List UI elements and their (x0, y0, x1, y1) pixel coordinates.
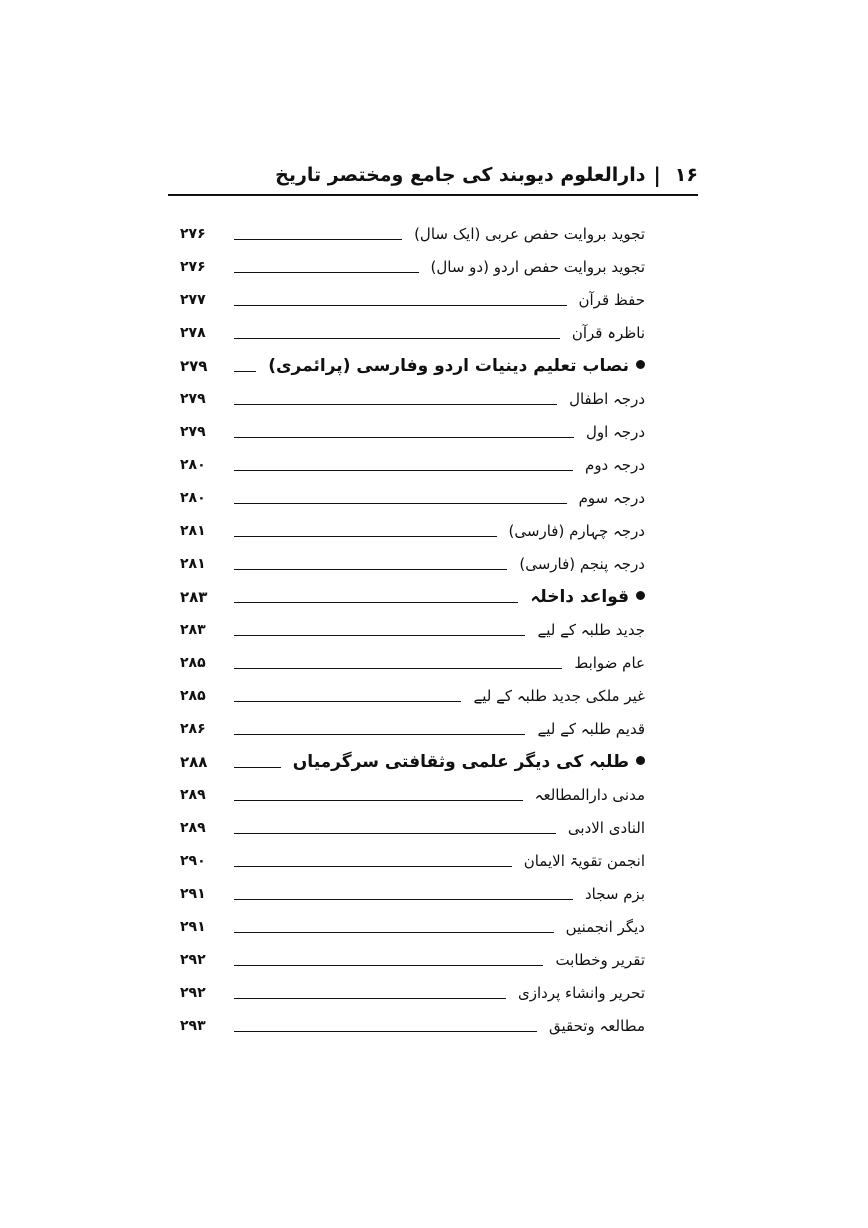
toc-entry-row (180, 641, 645, 674)
toc-entry-title: تقریر وخطابت (555, 951, 645, 969)
toc-entry-row (180, 674, 645, 707)
toc-page-number: ۲۸۹ (180, 820, 206, 836)
toc-page-number: ۲۹۱ (180, 886, 206, 902)
leader-line (234, 799, 523, 801)
toc-entry-title: قدیم طلبہ کے لیے (537, 720, 645, 738)
toc-entry-title: درجہ دوم (585, 456, 645, 474)
toc-section-row (180, 575, 645, 608)
toc-page-number: ۲۸۵ (180, 655, 206, 671)
toc-entry-title: غیر ملکی جدید طلبہ کے لیے (473, 687, 645, 705)
toc-entry-row (180, 905, 645, 938)
toc-entry-row (180, 245, 645, 278)
leader-line (234, 304, 567, 306)
toc-page-number: ۲۸۰ (180, 457, 206, 473)
toc-entry-row (180, 542, 645, 575)
running-header (168, 158, 698, 192)
table-of-contents (180, 212, 645, 1037)
toc-page-number: ۲۸۶ (180, 721, 206, 737)
toc-entry-title: عام ضوابط (574, 654, 645, 672)
toc-entry-row (180, 476, 645, 509)
toc-page-number: ۲۷۷ (180, 292, 206, 308)
toc-entry-row (180, 806, 645, 839)
toc-entry-row (180, 938, 645, 971)
leader-line (234, 700, 461, 702)
toc-entry-title: درجہ چہارم (فارسی) (508, 522, 645, 540)
toc-page-number: ۲۸۵ (180, 688, 206, 704)
header-separator: | (653, 163, 661, 187)
toc-entry-row (180, 410, 645, 443)
toc-page-number: ۲۸۳ (180, 622, 206, 638)
toc-entry-row (180, 971, 645, 1004)
leader-line (234, 601, 518, 603)
toc-page-number: ۲۷۸ (180, 325, 206, 341)
toc-page-number: ۲۸۰ (180, 490, 206, 506)
toc-entry-title: درجہ پنجم (فارسی) (519, 555, 645, 573)
toc-entry-title: درجہ اول (585, 423, 645, 441)
toc-entry-row (180, 1004, 645, 1037)
leader-line (234, 898, 573, 900)
leader-line (234, 238, 402, 240)
bullet-icon (636, 591, 645, 600)
toc-entry-row (180, 707, 645, 740)
leader-line (234, 436, 574, 438)
header-rule (168, 194, 698, 196)
leader-line (234, 865, 512, 867)
toc-entry-row (180, 509, 645, 542)
toc-entry-title: تحریر وانشاء پردازی (518, 984, 645, 1002)
toc-entry-row (180, 311, 645, 344)
toc-page-number: ۲۸۳ (180, 588, 208, 606)
toc-entry-title: قواعد داخلہ (530, 587, 629, 607)
toc-entry-title: نصاب تعلیم دینیات اردو وفارسی (پرائمری) (268, 356, 629, 376)
toc-entry-row (180, 773, 645, 806)
leader-line (234, 403, 557, 405)
toc-entry-row (180, 839, 645, 872)
leader-line (234, 469, 573, 471)
leader-line (234, 667, 562, 669)
toc-page-number: ۲۸۱ (180, 556, 206, 572)
toc-entry-title: طلبہ کی دیگر علمی وثقافتی سرگرمیاں (292, 752, 629, 772)
bullet-icon (636, 756, 645, 765)
toc-page-number: ۲۸۱ (180, 523, 206, 539)
toc-page-number: ۲۷۶ (180, 259, 206, 275)
toc-entry-row (180, 278, 645, 311)
toc-page-number: ۲۸۸ (180, 753, 208, 771)
toc-entry-title: حفظ قرآن (578, 291, 645, 309)
leader-line (234, 733, 525, 735)
toc-section-row (180, 740, 645, 773)
toc-page-number: ۲۸۹ (180, 787, 206, 803)
toc-page-number: ۲۹۱ (180, 919, 206, 935)
leader-line (234, 997, 506, 999)
leader-line (234, 634, 525, 636)
toc-entry-title: ناظرہ قرآن (571, 324, 645, 342)
toc-entry-title: دیگر انجمنیں (565, 918, 645, 936)
toc-entry-title: تجوید بروایت حفص عربی (ایک سال) (414, 225, 645, 243)
bullet-icon (636, 360, 645, 369)
leader-line (234, 931, 554, 933)
toc-entry-title: مطالعہ وتحقیق (549, 1017, 645, 1035)
toc-entry-title: بزم سجاد (584, 885, 645, 903)
toc-page-number: ۲۷۹ (180, 424, 206, 440)
toc-entry-title: جدید طلبہ کے لیے (537, 621, 645, 639)
toc-entry-title: انجمن تقویۃ الایمان (523, 852, 645, 870)
leader-line (234, 568, 507, 570)
leader-line (234, 832, 556, 834)
toc-entry-row (180, 872, 645, 905)
toc-entry-row (180, 443, 645, 476)
leader-line (234, 271, 419, 273)
leader-line (234, 766, 281, 768)
toc-entry-row (180, 608, 645, 641)
toc-page-number: ۲۷۶ (180, 226, 206, 242)
leader-line (234, 1030, 537, 1032)
toc-page-number: ۲۹۲ (180, 985, 206, 1001)
toc-page-number: ۲۹۰ (180, 853, 206, 869)
toc-entry-title: درجہ اطفال (569, 390, 645, 408)
toc-entry-row (180, 377, 645, 410)
toc-entry-title: النادی الادبی (567, 819, 645, 837)
leader-line (234, 964, 543, 966)
toc-entry-title: مدنی دارالمطالعہ (534, 786, 645, 804)
toc-section-row (180, 344, 645, 377)
toc-entry-title: تجوید بروایت حفص اردو (دو سال) (430, 258, 645, 276)
toc-entry-row (180, 212, 645, 245)
toc-entry-title: درجہ سوم (578, 489, 645, 507)
book-title: دارالعلوم دیوبند کی جامع ومختصر تاریخ (275, 164, 646, 186)
toc-page-number: ۲۹۳ (180, 1018, 206, 1034)
leader-line (234, 535, 497, 537)
leader-line (234, 502, 567, 504)
toc-page-number: ۲۷۹ (180, 391, 206, 407)
leader-line (234, 370, 256, 372)
toc-page-number: ۲۹۲ (180, 952, 206, 968)
page-number: ۱۶ (674, 164, 698, 186)
toc-page-number: ۲۷۹ (180, 357, 208, 375)
leader-line (234, 337, 560, 339)
